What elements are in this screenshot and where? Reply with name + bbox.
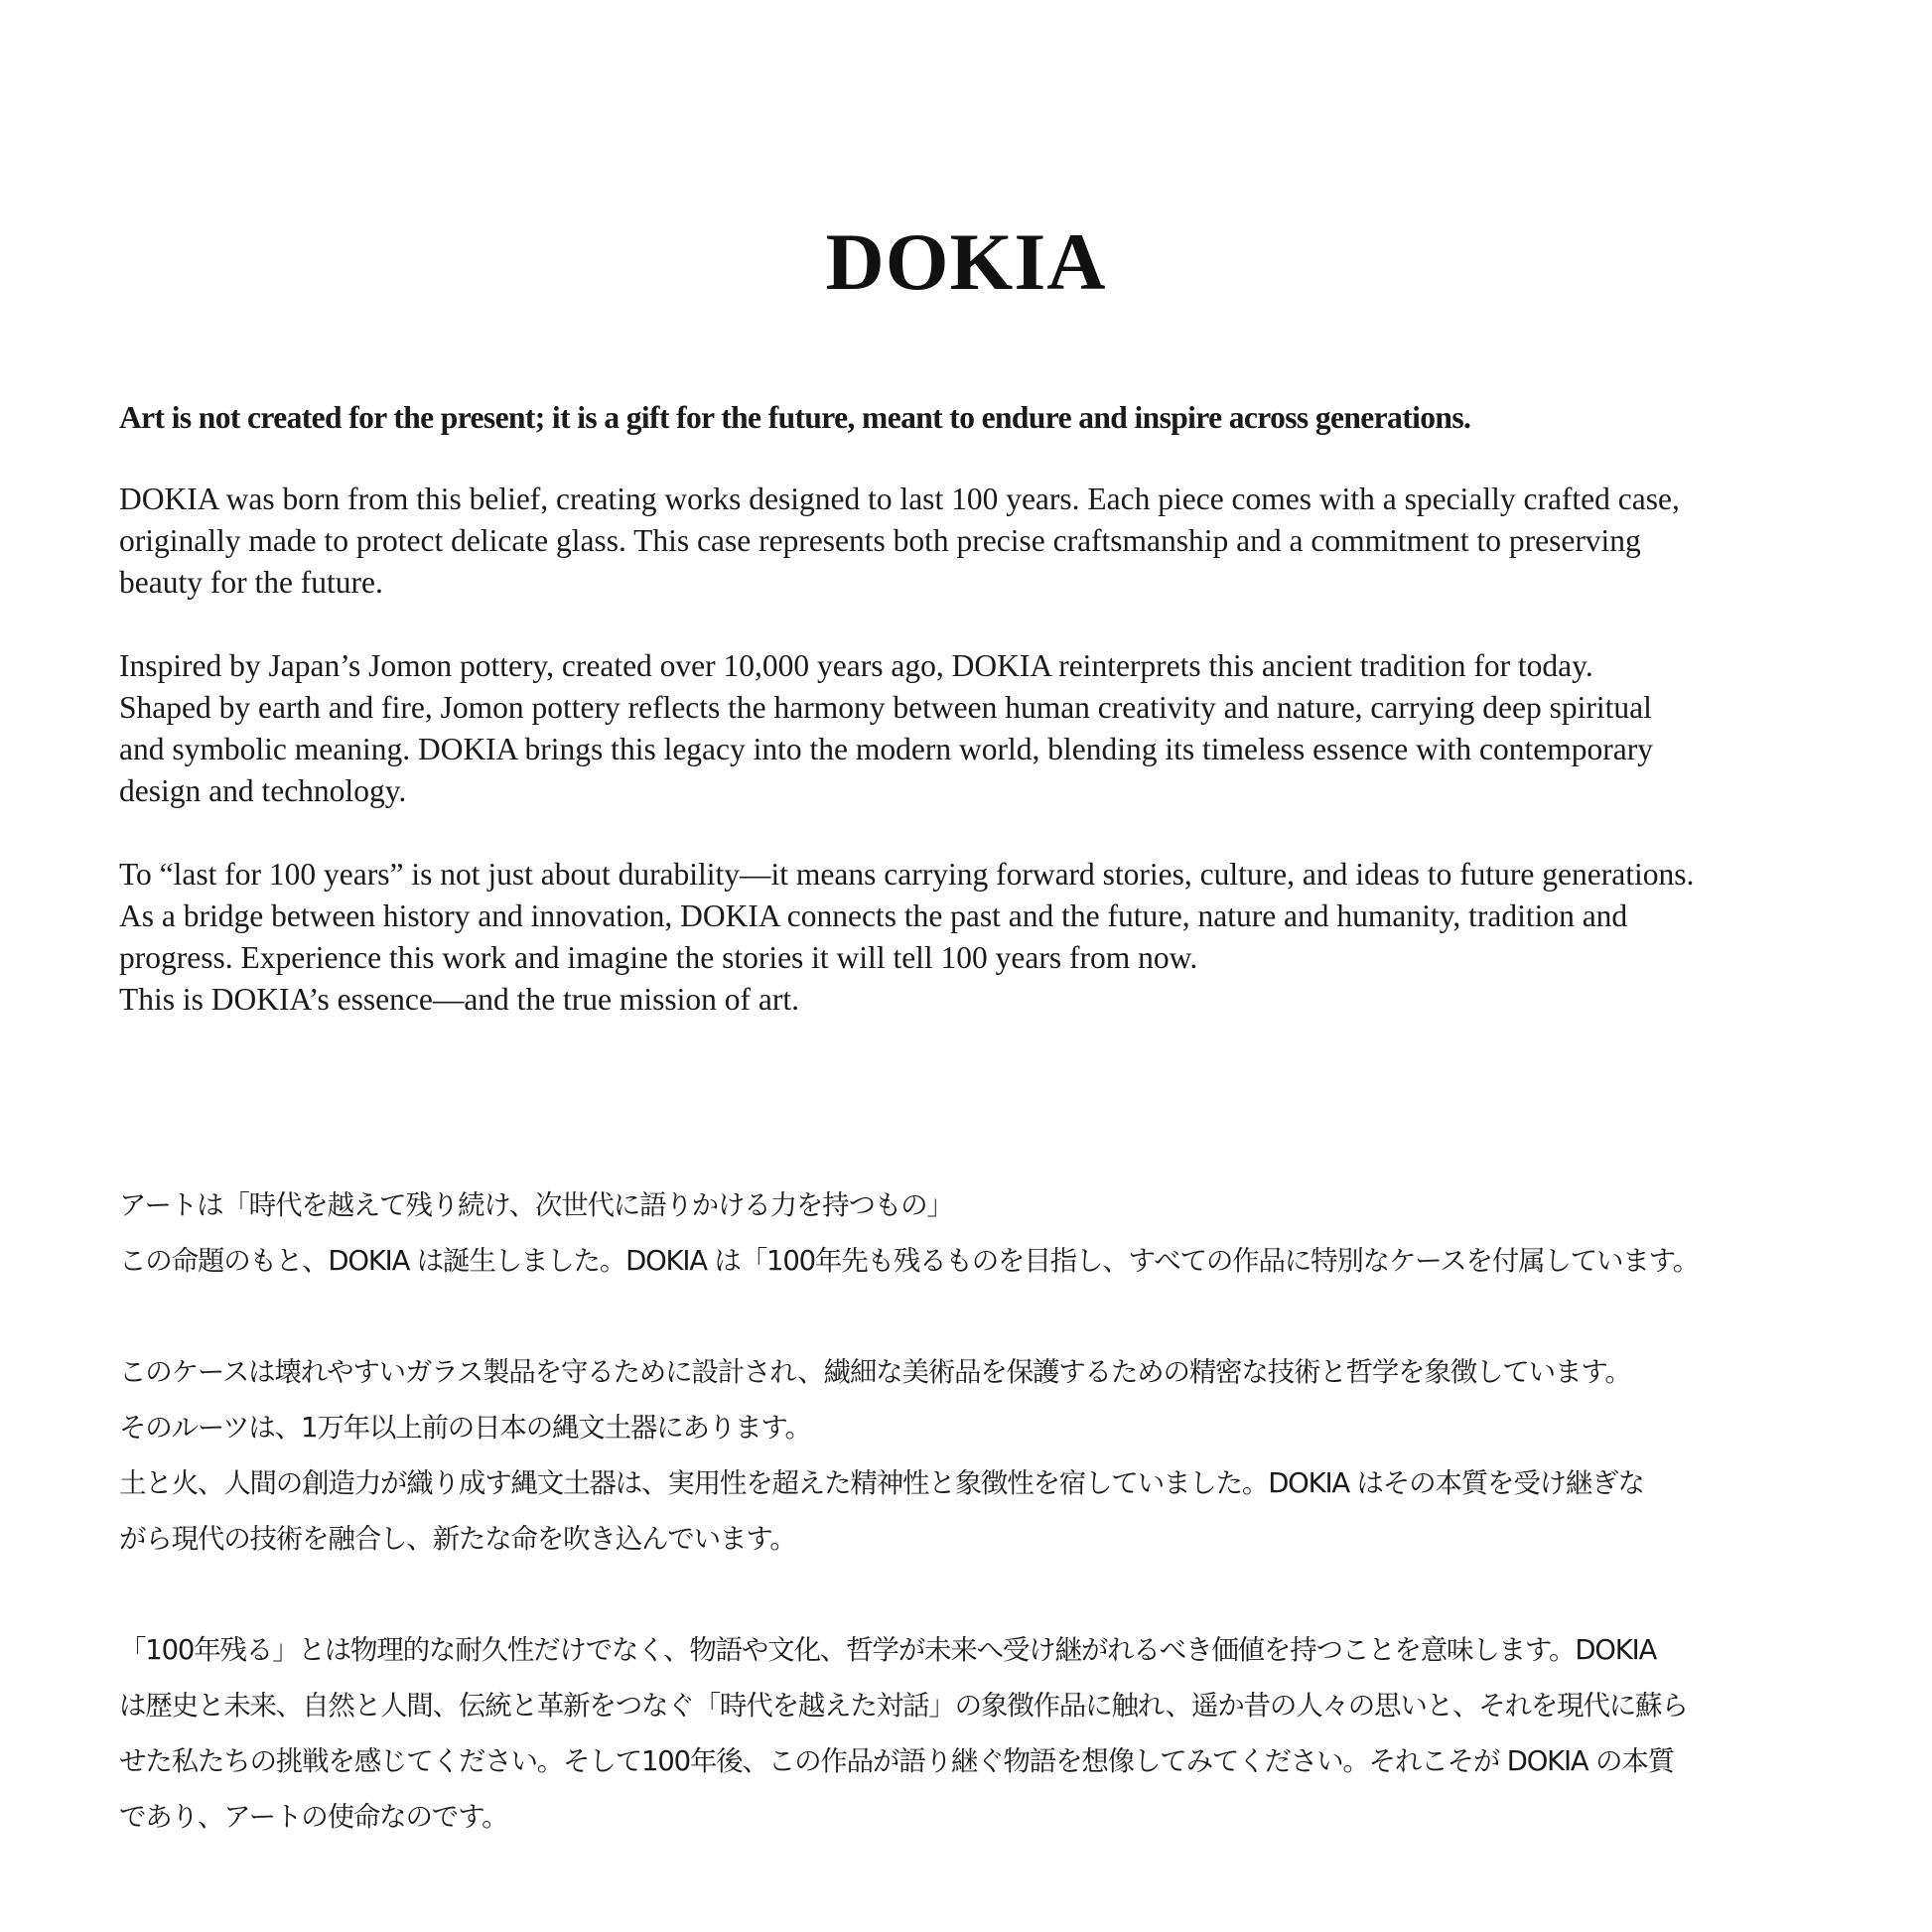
text-line: beauty for the future. <box>119 565 383 600</box>
japanese-paragraph-1 <box>119 1177 1827 1289</box>
text-line: 「100年残る」とは物理的な耐久性だけでなく、物語や文化、哲学が未来へ受け継がれるべき価値を持つことを意味します。DOKIA <box>119 1634 1657 1666</box>
text-line: design and technology. <box>119 773 407 808</box>
text-line: To “last for 100 years” is not just about durability—it means carrying forward stories, culture, and ideas to future generations. <box>119 857 1695 892</box>
text-line: は歴史と未来、自然と人間、伝統と革新をつなぐ「時代を越えた対話」の象徴作品に触れ、遥か昔の人々の思いと、それを現代に蘇ら <box>119 1690 1688 1722</box>
english-paragraph-1 <box>119 479 1827 604</box>
text-line: この命題のもと、DOKIA は誕生しました。DOKIA は「100年先も残るものを目指し、すべての作品に特別なケースを付属しています。 <box>119 1245 1699 1277</box>
text-line: であり、アートの使命なのです。 <box>119 1801 508 1833</box>
text-line: and symbolic meaning. DOKIA brings this legacy into the modern world, blending its timeless essence with contemporary <box>119 732 1653 766</box>
english-paragraph-3 <box>119 854 1827 1021</box>
text-line: progress. Experience this work and imagine the stories it will tell 100 years from now. <box>119 940 1198 975</box>
text-line: せた私たちの挑戦を感じてください。そして100年後、この作品が語り継ぐ物語を想像してみてください。それこそが DOKIA の本質 <box>119 1745 1674 1777</box>
text-line: This is DOKIA’s essence—and the true mission of art. <box>119 982 800 1017</box>
text-line: このケースは壊れやすいガラス製品を守るために設計され、繊細な美術品を保護するための精密な技術と哲学を象徴しています。 <box>119 1356 1631 1388</box>
page-title: DOKIA <box>825 215 1107 307</box>
text-line: Inspired by Japan’s Jomon pottery, created over 10,000 years ago, DOKIA reinterprets this ancient tradition for today. <box>119 648 1593 683</box>
japanese-paragraph-3 <box>119 1622 1827 1845</box>
text-line: Shaped by earth and fire, Jomon pottery reflects the harmony between human creativity and nature, carrying deep spiritual <box>119 690 1652 725</box>
english-paragraph-2 <box>119 645 1827 812</box>
lead-statement: Art is not created for the present; it is a gift for the future, meant to endure and inspire across generations. <box>119 400 1471 435</box>
text-line: そのルーツは、1万年以上前の日本の縄文土器にあります。 <box>119 1412 811 1444</box>
japanese-section <box>119 1177 1827 1900</box>
english-section <box>119 397 1827 1062</box>
text-line: がら現代の技術を融合し、新たな命を吹き込んでいます。 <box>119 1523 796 1555</box>
text-line: 土と火、人間の創造力が織り成す縄文土器は、実用性を超えた精神性と象徴性を宿していました。DOKIA はその本質を受け継ぎな <box>119 1467 1644 1499</box>
japanese-paragraph-2 <box>119 1344 1827 1567</box>
text-line: アートは「時代を越えて残り続け、次世代に語りかける力を持つもの」 <box>119 1189 953 1221</box>
text-line: originally made to protect delicate glass. This case represents both precise craftsmanship and a commitment to preserving <box>119 523 1641 558</box>
text-line: DOKIA was born from this belief, creating works designed to last 100 years. Each piece comes with a specially crafted case, <box>119 482 1680 516</box>
text-line: As a bridge between history and innovation, DOKIA connects the past and the future, nature and humanity, tradition and <box>119 898 1628 933</box>
